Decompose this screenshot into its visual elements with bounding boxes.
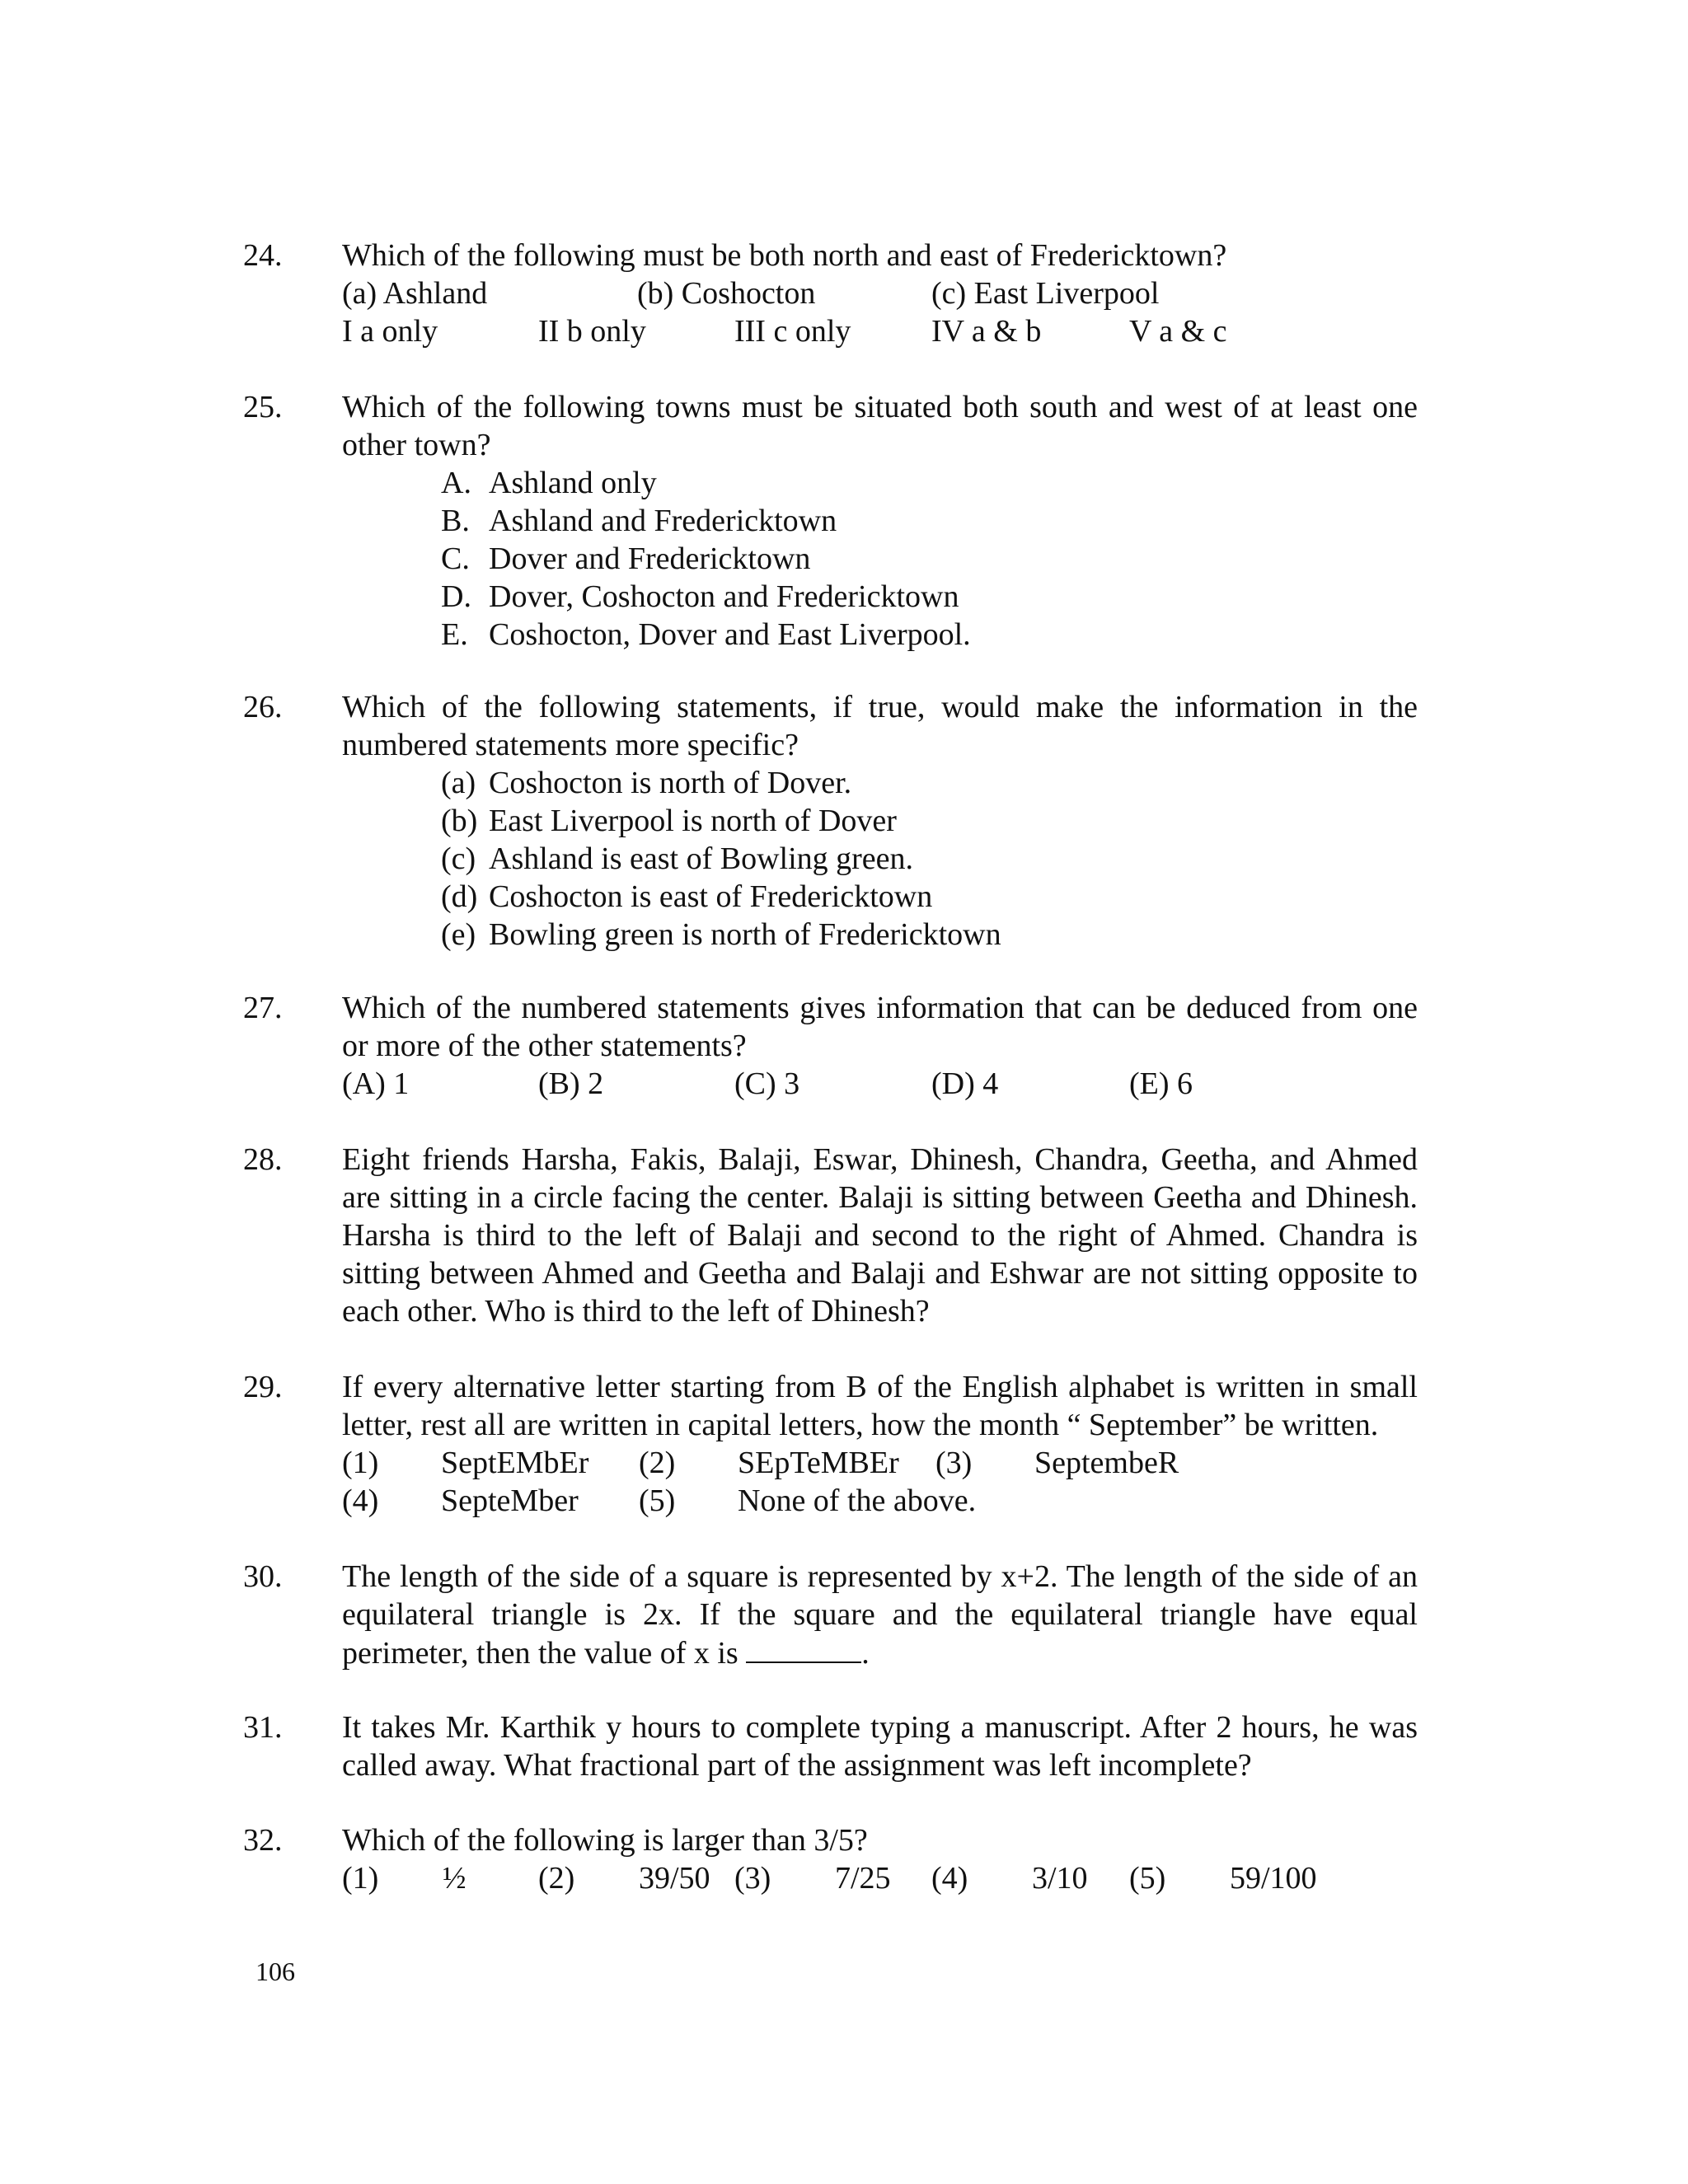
question-number: 32. — [243, 1823, 283, 1858]
answer-option: (B) 2 — [538, 1066, 604, 1101]
option-label: (2) — [639, 1446, 676, 1480]
choice-row — [342, 1444, 1418, 1482]
question-body — [342, 1368, 1418, 1520]
answer-option: (A) 1 — [342, 1066, 410, 1101]
question-body — [342, 989, 1418, 1103]
option-label: (2) — [538, 1861, 575, 1896]
list-item — [342, 616, 1418, 654]
option-text: 7/25 — [835, 1861, 891, 1896]
stem-text: The length of the side of a square is represented by x+2. The length of the side of an equilateral triangle is 2x. If the square and the equilateral triangle have equal perimeter, then the value of x is — [342, 1559, 1418, 1671]
question-stem: Which of the following must be both north and east of Fredericktown? — [342, 238, 1227, 273]
list-item — [342, 878, 1418, 916]
question-number: 24. — [243, 238, 283, 273]
option-label: B. — [441, 504, 470, 538]
question-stem — [342, 1558, 1418, 1672]
option-text: Dover and Fredericktown — [489, 541, 811, 576]
answer-option: II b only — [538, 314, 646, 349]
answer-option: IV a & b — [931, 314, 1042, 349]
option-label: (c) — [441, 841, 476, 876]
answer-option: V a & c — [1129, 314, 1227, 349]
question-body — [342, 1708, 1418, 1784]
option-text: SEpTeMBEr — [738, 1446, 899, 1480]
option-text: Ashland and Fredericktown — [489, 504, 837, 538]
question-stem: Eight friends Harsha, Fakis, Balaji, Eswar, Dhinesh, Chandra, Geetha, and Ahmed are sitting in a circle facing the center. Balaji is sitting between Geetha and Dhinesh. Harsha is third to the left of Balaji and second to the right of Ahmed. Chandra is sitting between Ahmed and Geetha and Balaji and Eshwar are not sitting opposite to each other. Who is third to the left of Dhinesh? — [342, 1142, 1418, 1329]
answer-option: III c only — [734, 314, 851, 349]
answer-option: (C) 3 — [734, 1066, 800, 1101]
question-number: 29. — [243, 1370, 283, 1404]
list-item — [342, 916, 1418, 954]
choice-row — [342, 1482, 1418, 1520]
option-text: 59/100 — [1230, 1861, 1317, 1896]
option-list — [342, 764, 1418, 954]
choice: (c) East Liverpool — [931, 276, 1160, 311]
question-stem: Which of the following towns must be situated both south and west of at least one other town? — [342, 390, 1418, 462]
option-text: ½ — [443, 1861, 467, 1896]
option-text: SepteMber — [441, 1483, 579, 1518]
question-stem: Which of the numbered statements gives information that can be deduced from one or more of the other statements? — [342, 991, 1418, 1063]
question-body — [342, 1141, 1418, 1330]
question-number: 28. — [243, 1142, 283, 1177]
page-number: 106 — [256, 1957, 295, 1986]
option-list — [342, 464, 1418, 654]
question-body — [342, 388, 1418, 654]
option-text: Ashland is east of Bowling green. — [489, 841, 914, 876]
list-item — [342, 578, 1418, 616]
choice-row — [342, 274, 1418, 312]
option-text: Ashland only — [489, 466, 657, 500]
list-item — [342, 502, 1418, 540]
answer-row — [342, 312, 1418, 350]
option-label: A. — [441, 466, 471, 500]
list-item — [342, 764, 1418, 802]
answer-option: (E) 6 — [1129, 1066, 1193, 1101]
option-label: (1) — [342, 1446, 379, 1480]
option-text: Coshocton, Dover and East Liverpool. — [489, 617, 971, 652]
option-text: SeptembeR — [1034, 1446, 1179, 1480]
option-text: 39/50 — [639, 1861, 710, 1896]
question-stem: Which of the following statements, if true, would make the information in the numbered statements more specific? — [342, 690, 1418, 762]
question-body — [342, 1821, 1418, 1897]
option-text: East Liverpool is north of Dover — [489, 804, 897, 838]
option-label: (4) — [342, 1483, 379, 1518]
question-number: 30. — [243, 1559, 283, 1594]
answer-row — [342, 1065, 1418, 1103]
question-number: 27. — [243, 991, 283, 1025]
option-label: C. — [441, 541, 470, 576]
option-text: Coshocton is north of Dover. — [489, 766, 852, 800]
answer-blank — [746, 1633, 861, 1663]
option-text: Dover, Coshocton and Fredericktown — [489, 579, 959, 614]
option-label: D. — [441, 579, 471, 614]
option-label: (d) — [441, 879, 478, 914]
question-number: 31. — [243, 1710, 283, 1745]
option-label: (3) — [935, 1446, 973, 1480]
question-body — [342, 237, 1418, 350]
option-label: (1) — [342, 1861, 379, 1896]
list-item — [342, 540, 1418, 578]
option-text: SeptEMbEr — [441, 1446, 589, 1480]
question-number: 25. — [243, 390, 283, 424]
question-body — [342, 1558, 1418, 1672]
option-text: 3/10 — [1032, 1861, 1088, 1896]
choice: (b) Coshocton — [637, 276, 816, 311]
option-label: (3) — [734, 1861, 771, 1896]
option-text: Bowling green is north of Fredericktown — [489, 917, 1001, 952]
option-label: (4) — [931, 1861, 968, 1896]
option-label: (5) — [639, 1483, 676, 1518]
answer-row — [342, 1859, 1418, 1897]
choice: (a) Ashland — [342, 276, 488, 311]
stem-end: . — [861, 1636, 870, 1671]
question-stem: Which of the following is larger than 3/5? — [342, 1823, 868, 1858]
list-item — [342, 802, 1418, 840]
question-stem: If every alternative letter starting from B of the English alphabet is written in small letter, rest all are written in capital letters, how the month “ September” be written. — [342, 1370, 1418, 1442]
option-label: E. — [441, 617, 468, 652]
option-label: (b) — [441, 804, 478, 838]
answer-option: (D) 4 — [931, 1066, 999, 1101]
option-text: None of the above. — [738, 1483, 977, 1518]
option-label: (5) — [1129, 1861, 1166, 1896]
option-label: (a) — [441, 766, 476, 800]
question-number: 26. — [243, 690, 283, 724]
option-label: (e) — [441, 917, 476, 952]
list-item — [342, 464, 1418, 502]
question-stem: It takes Mr. Karthik y hours to complete typing a manuscript. After 2 hours, he was called away. What fractional part of the assignment was left incomplete? — [342, 1710, 1418, 1783]
option-text: Coshocton is east of Fredericktown — [489, 879, 933, 914]
list-item — [342, 840, 1418, 878]
question-body — [342, 688, 1418, 954]
answer-option: I a only — [342, 314, 438, 349]
